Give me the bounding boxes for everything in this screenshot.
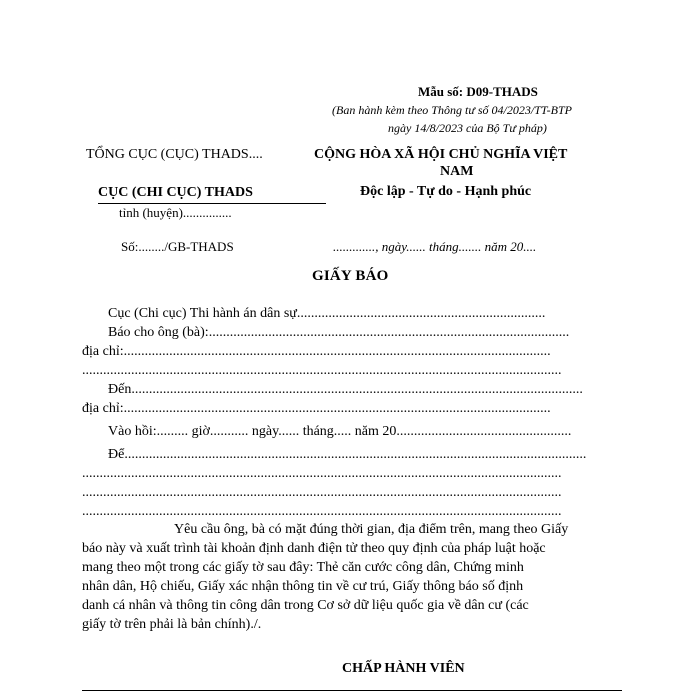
blank-line: ......................................................................................................................................... [82, 485, 562, 500]
national-title-line-1: CỘNG HÒA XÃ HỘI CHỦ NGHĨA VIỆT [314, 147, 568, 162]
destination-field: Đến................................................................................................................................. [108, 382, 583, 397]
address-field: địa chỉ:.......................................................................................................................... [82, 344, 551, 359]
parent-agency: TỔNG CỤC (CỤC) THADS.... [86, 147, 263, 162]
blank-line: ......................................................................................................................................... [82, 504, 562, 519]
appointment-time-field: Vào hồi:......... giờ........... ngày...... tháng..... năm 20.................................................. [108, 424, 572, 439]
document-number: Số:......../GB-THADS [121, 239, 234, 254]
instructions-line: Yêu cầu ông, bà có mặt đúng thời gian, địa điểm trên, mang theo Giấy [174, 522, 569, 537]
bottom-divider [82, 690, 622, 691]
notify-to-field: Báo cho ông (bà):....................................................................................................... [108, 325, 570, 340]
instructions-line: giấy tờ trên phải là bản chính)./. [82, 617, 262, 632]
agency-underline [98, 203, 326, 204]
purpose-field: Để.................................................................................................................................... [108, 447, 587, 462]
destination-address-field: địa chỉ:.......................................................................................................................... [82, 401, 551, 416]
issued-by-line-1: (Ban hành kèm theo Thông tư số 04/2023/TT-BTP [332, 103, 572, 117]
document-title: GIẤY BÁO [312, 268, 389, 284]
date-line: ............., ngày...... tháng....... năm 20.... [333, 239, 537, 254]
instructions-line: mang theo một trong các giấy tờ sau đây: Thẻ căn cước công dân, Chứng minh [82, 560, 524, 575]
instructions-paragraph [82, 520, 622, 634]
form-code: Mẫu số: D09-THADS [418, 84, 538, 99]
issuing-agency: CỤC (CHI CỤC) THADS [98, 185, 253, 200]
blank-line: ......................................................................................................................................... [82, 466, 562, 481]
instructions-line: nhân dân, Hộ chiếu, Giấy xác nhận thông tin về cư trú, Giấy thông báo số định [82, 579, 524, 594]
signer-title: CHẤP HÀNH VIÊN [342, 661, 465, 676]
agency-field: Cục (Chi cục) Thi hành án dân sự....................................................................... [108, 306, 546, 321]
address-continuation: ......................................................................................................................................... [82, 363, 562, 378]
instructions-line: danh cá nhân và thông tin công dân trong Cơ sở dữ liệu quốc gia về dân cư (các [82, 598, 529, 613]
issued-by-line-2: ngày 14/8/2023 của Bộ Tư pháp) [388, 121, 547, 135]
instructions-line: báo này và xuất trình tài khoản định danh điện tử theo quy định của pháp luật hoặc [82, 541, 546, 556]
national-motto: Độc lập - Tự do - Hạnh phúc [360, 184, 532, 199]
province-field: tỉnh (huyện)............... [119, 205, 232, 220]
national-title-line-2: NAM [440, 164, 474, 179]
